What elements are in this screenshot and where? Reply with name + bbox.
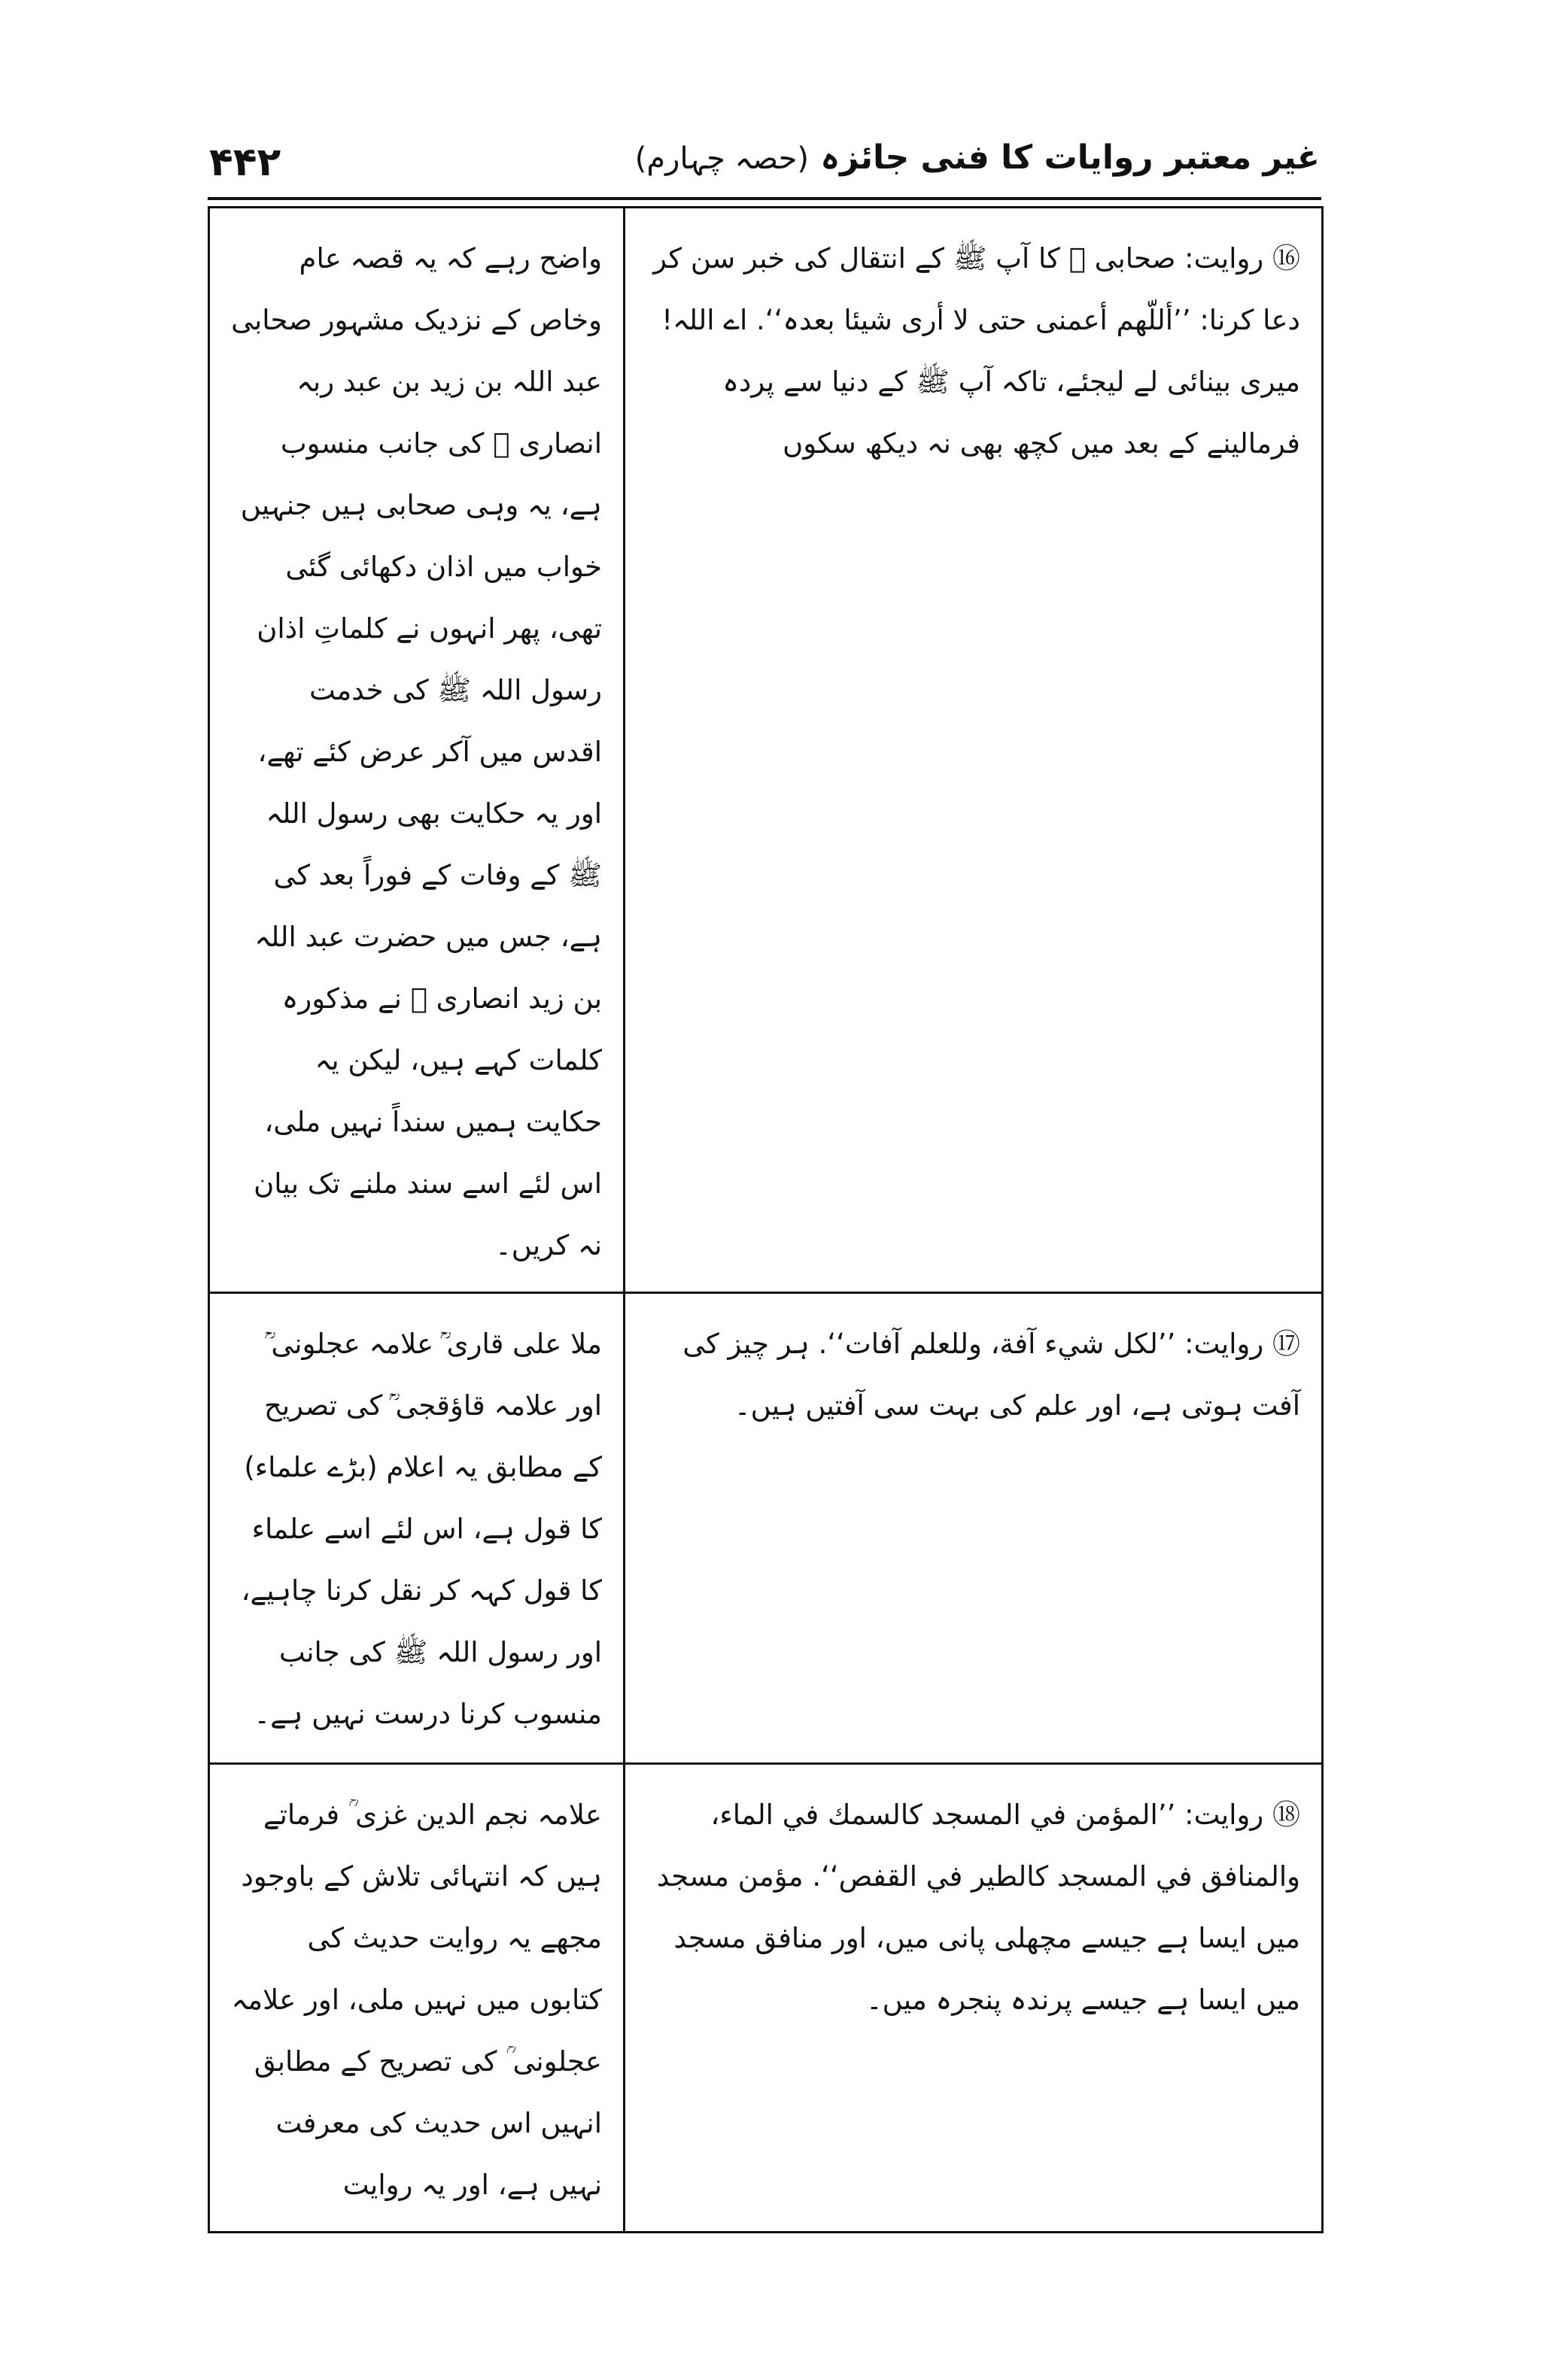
commentary-cell — [209, 208, 625, 1293]
commentary-text: واضح رہے کہ یہ قصہ عام وخاص کے نزدیک مشہور صحابی عبد اللہ بن زید بن عبد ربہ انصاری ﷜ کی جانب منسوب ہے، یہ وہی صحابی ہیں جنہیں خواب میں اذان دکھائی گئی تھی، پھر انہوں نے کلماتِ اذان رسول اللہ ﷺ کی خدمت اقدس میں آکر عرض کئے تھے، اور یہ حکایت بھی رسول اللہ ﷺ کے وفات کے فوراً بعد کی ہے، جس میں حضرت عبد اللہ بن زید انصاری ﷜ نے مذکورہ کلمات کہے ہیں، لیکن یہ حکایت ہمیں سنداً نہیں ملی، اس لئے اسے سند ملنے تک بیان نہ کریں۔ — [231, 242, 602, 1261]
narration-cell — [625, 1293, 1323, 1764]
commentary-cell — [209, 1764, 625, 2233]
commentary-text: ملا علی قاری ؒ علامہ عجلونی ؒ اور علامہ قاؤقجی ؒ کی تصریح کے مطابق یہ اعلام (بڑے علماء) کا قول ہے، اس لئے اسے علماء کا قول کہہ کر نقل کرنا چاہیے، اور رسول اللہ ﷺ کی جانب منسوب کرنا درست نہیں ہے۔ — [241, 1328, 602, 1730]
narration-cell — [625, 208, 1323, 1293]
narration-text: ⑯ روایت: صحابی ﷜ کا آپ ﷺ کے انتقال کی خبر سن کر دعا کرنا: ’’أللّھم أعمنی حتی لا أری شیئا بعدہ‘‘. اے اللہ! میری بینائی لے لیجئے، تاکہ آپ ﷺ کے دنیا سے پردہ فرمالینے کے بعد میں کچھ بھی نہ دیکھ سکوں — [653, 242, 1300, 460]
commentary-cell — [209, 1293, 625, 1764]
book-title-line — [635, 138, 1320, 177]
table-row — [209, 208, 1323, 1293]
narrations-table — [208, 206, 1324, 2233]
narration-text: ⑰ روایت: ’’لکل شيء آفة، وللعلم آفات‘‘. ہر چیز کی آفت ہوتی ہے، اور علم کی بہت سی آفتیں ہیں۔ — [682, 1328, 1300, 1422]
book-title: غیر معتبر روایات کا فنی جائزہ — [820, 138, 1320, 177]
page-number: ۴۴۲ — [209, 140, 281, 185]
book-part: (حصہ چہارم) — [634, 141, 809, 176]
narration-text: ⑱ روایت: ’’المؤمن في المسجد کالسمك في الماء، والمنافق في المسجد کالطیر في القفص‘‘. مؤمن مسجد میں ایسا ہے جیسے مچھلی پانی میں، اور منافق مسجد میں ایسا ہے جیسے پرندہ پنجرہ میں۔ — [656, 1799, 1300, 2016]
page-header — [209, 135, 1320, 196]
table-row — [209, 1293, 1323, 1764]
table-row — [209, 1764, 1323, 2233]
narration-cell — [625, 1764, 1323, 2233]
commentary-text: علامہ نجم الدین غزی ؒ فرماتے ہیں کہ انتہائی تلاش کے باوجود مجھے یہ روایت حدیث کی کتابوں میں نہیں ملی، اور علامہ عجلونی ؒ کی تصریح کے مطابق انہیں اس حدیث کی معرفت نہیں ہے، اور یہ روایت — [231, 1799, 602, 2201]
header-rule — [208, 197, 1321, 200]
